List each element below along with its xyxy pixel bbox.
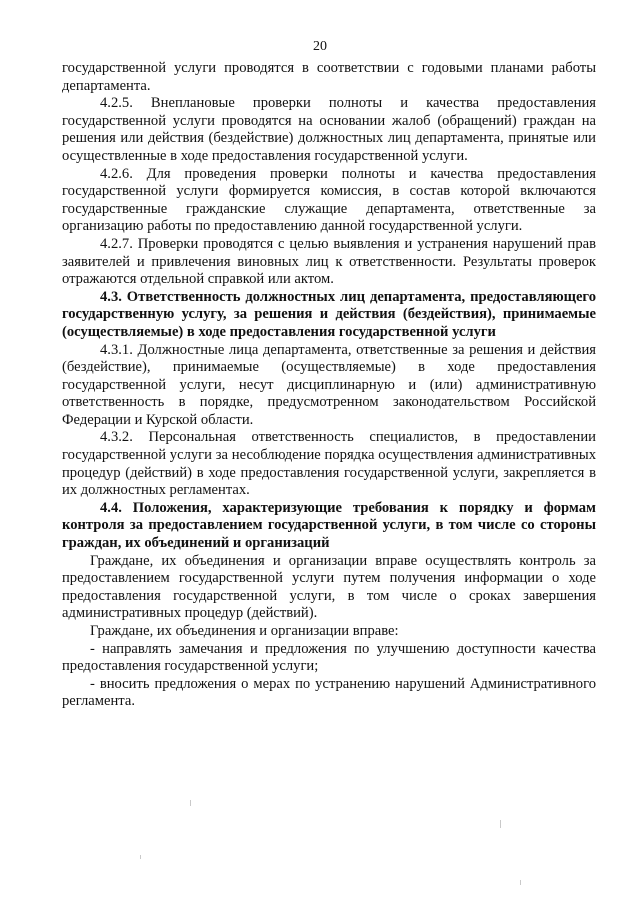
list-item-remarks: - направлять замечания и предложения по улучшению доступности качества предоставления государственной услуги; [62, 640, 596, 675]
paragraph-4-2-6: 4.2.6. Для проведения проверки полноты и качества предоставления государственной услуги формируется комиссия, в состав которой включаются государственные гражданские служащие департамента, ответственные за организацию работы по предоставлению данной государственной услуги. [62, 165, 596, 235]
list-item-proposals: - вносить предложения о мерах по устранению нарушений Административного регламента. [62, 675, 596, 710]
section-heading-4-4: 4.4. Положения, характеризующие требования к порядку и формам контроля за предоставлением государственной услуги, в том числе со стороны граждан, их объединений и организаций [62, 499, 596, 552]
scan-artifact [500, 820, 501, 828]
paragraph-4-2-5: 4.2.5. Внеплановые проверки полноты и качества предоставления государственной услуги проводятся на основании жалоб (обращений) граждан на решения или действия (бездействие) должностных лиц департамента, принятые или осуществленные в ходе предоставления государственной услуги. [62, 95, 596, 164]
paragraph-citizens-control: Граждане, их объединения и организации вправе осуществлять контроль за предоставлением государственной услуги путем получения информации о ходе предоставления государственной услуги, в том числе о сроках завершения административных процедур (действий). [62, 552, 596, 622]
page-number: 20 [313, 39, 327, 54]
section-heading-4-3: 4.3. Ответственность должностных лиц департамента, предоставляющего государственную услугу, за решения и действия (бездействия), принимаемые (осуществляемые) в ходе предоставления государственной услуги [62, 288, 596, 340]
document-body [62, 60, 596, 711]
paragraph-citizens-rights: Граждане, их объединения и организации вправе: [90, 623, 399, 639]
scan-artifact [520, 880, 521, 885]
paragraph-4-3-2: 4.3.2. Персональная ответственность специалистов, в предоставлении государственной услуги за несоблюдение порядка осуществления административных процедур (действий) в ходе предоставления государственной услуги, закрепляется в их должностных регламентах. [62, 429, 596, 499]
paragraph-4-2-7: 4.2.7. Проверки проводятся с целью выявления и устранения нарушений прав заявителей и привлечения виновных лиц к ответственности. Результаты проверок отражаются отдельной справкой или актом. [62, 235, 596, 288]
scan-artifact [140, 855, 141, 859]
paragraph-4-3-1: 4.3.1. Должностные лица департамента, ответственные за решения и действия (бездействие), принимаемые (осуществляемые) в ходе предоставления государственной услуги, несут дисциплинарную и (или) административную ответственность в порядке, предусмотренном законодательством Российской Федерации и Курской области. [62, 341, 596, 428]
paragraph-continuation: государственной услуги проводятся в соответствии с годовыми планами работы департамента. [62, 60, 596, 94]
scan-artifact [190, 800, 191, 806]
